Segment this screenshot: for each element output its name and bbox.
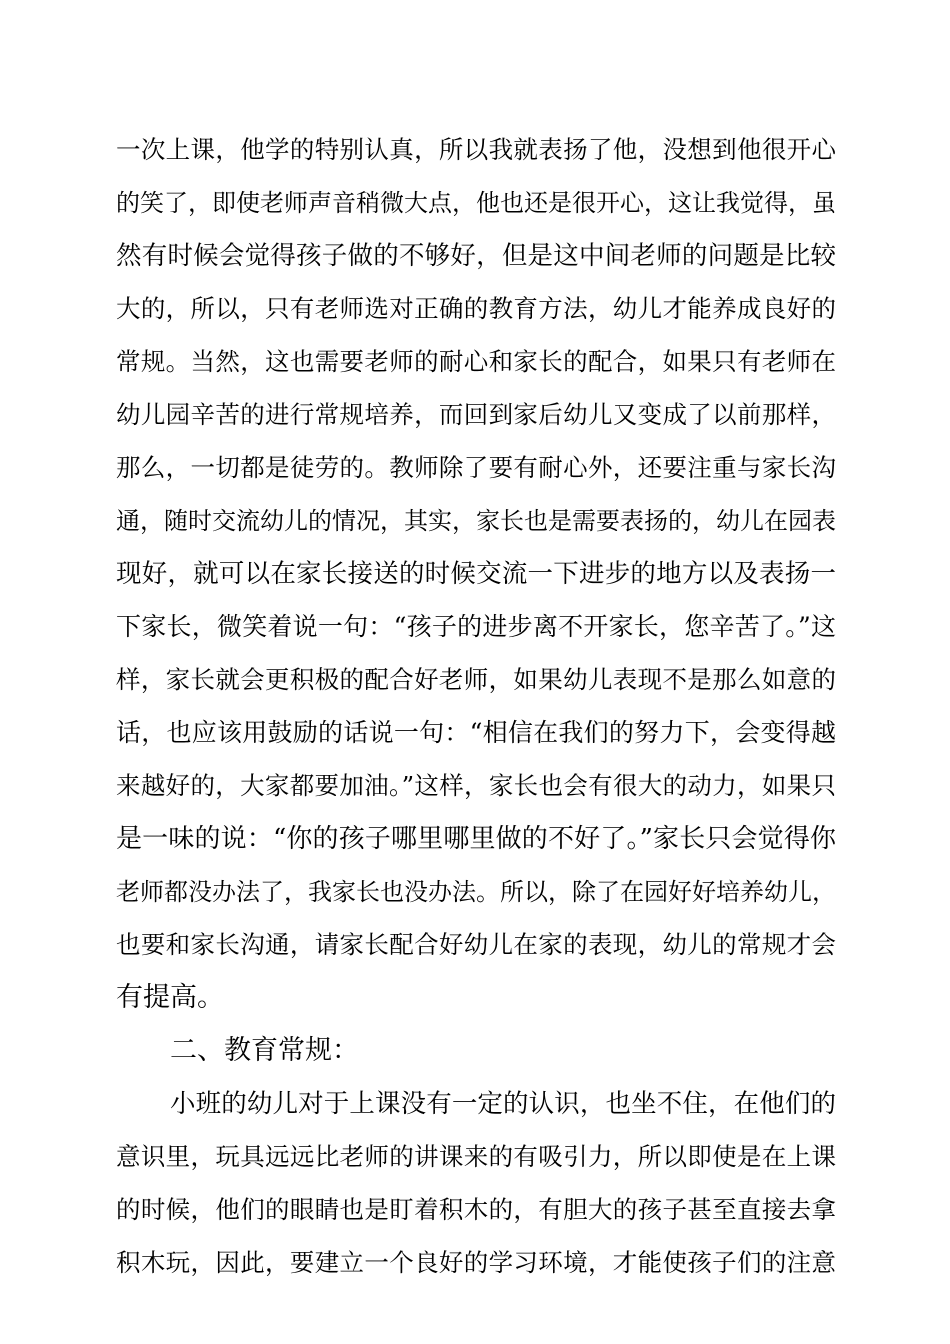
text-line: 通，随时交流幼儿的情况，其实，家长也是需要表扬的，幼儿在园表 bbox=[116, 507, 836, 535]
text-line: 积木玩，因此，要建立一个良好的学习环境，才能使孩子们的注意 bbox=[116, 1248, 836, 1277]
text-line: 那么，一切都是徒劳的。教师除了要有耐心外，还要注重与家长沟 bbox=[116, 453, 836, 482]
text-line: 来越好的，大家都要加油。”这样，家长也会有很大的动力，如果只 bbox=[116, 771, 836, 800]
text-line: 幼儿园辛苦的进行常规培养，而回到家后幼儿又变成了以前那样， bbox=[116, 400, 836, 429]
text-line: 一次上课，他学的特别认真，所以我就表扬了他，没想到他很开心 bbox=[116, 135, 836, 164]
text-line: 也要和家长沟通，请家长配合好幼儿在家的表现，幼儿的常规才会 bbox=[116, 930, 836, 959]
text-line: 意识里，玩具远远比老师的讲课来的有吸引力，所以即使是在上课 bbox=[116, 1142, 836, 1171]
text-line: 常规。当然，这也需要老师的耐心和家长的配合，如果只有老师在 bbox=[116, 347, 836, 376]
text-line: 有提高。 bbox=[116, 982, 224, 1013]
text-line: 老师都没办法了，我家长也没办法。所以，除了在园好好培养幼儿， bbox=[116, 878, 836, 906]
text-line: 的笑了，即使老师声音稍微大点，他也还是很开心，这让我觉得，虽 bbox=[116, 189, 836, 217]
text-line: 现好，就可以在家长接送的时候交流一下进步的地方以及表扬一 bbox=[116, 559, 836, 589]
text-line: 话，也应该用鼓励的话说一句：“相信在我们的努力下，会变得越 bbox=[116, 718, 836, 747]
text-line: 小班的幼儿对于上课没有一定的认识，也坐不住，在他们的 bbox=[170, 1089, 836, 1119]
text-line: 然有时候会觉得孩子做的不够好，但是这中间老师的问题是比较 bbox=[116, 241, 836, 271]
text-line: 是一味的说：“你的孩子哪里哪里做的不好了。”家长只会觉得你 bbox=[116, 824, 836, 854]
text-line: 下家长，微笑着说一句：“孩子的进步离不开家长，您辛苦了。”这 bbox=[116, 612, 836, 641]
section-heading: 二、教育常规： bbox=[170, 1035, 359, 1066]
text-line: 样，家长就会更积极的配合好老师，如果幼儿表现不是那么如意的 bbox=[116, 665, 836, 694]
text-line: 的时候，他们的眼睛也是盯着积木的，有胆大的孩子甚至直接去拿 bbox=[116, 1195, 836, 1224]
text-line: 大的，所以，只有老师选对正确的教育方法，幼儿才能养成良好的 bbox=[116, 294, 836, 323]
